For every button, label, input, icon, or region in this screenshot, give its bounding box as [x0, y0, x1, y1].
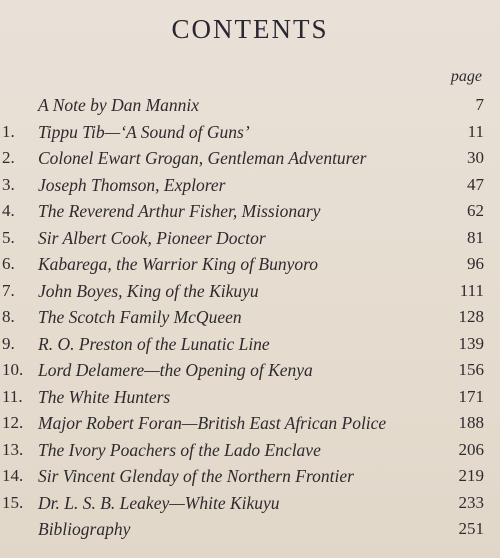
entry-number: 13. — [2, 439, 24, 459]
entry-title: Sir Vincent Glenday of the Northern Frontier — [38, 466, 354, 486]
entry-title: Major Robert Foran—British East African Police — [38, 413, 387, 433]
entry-title: Joseph Thomson, Explorer — [38, 174, 226, 195]
entry-number: 7. — [2, 280, 15, 300]
entry-number: 1. — [2, 121, 15, 141]
entry-number: 15. — [2, 492, 24, 512]
contents-entry — [0, 198, 500, 224]
entry-number: 9. — [2, 333, 15, 353]
entry-page: 7 — [475, 95, 484, 114]
contents-heading: CONTENTS — [171, 14, 329, 44]
entry-page: 111 — [459, 280, 484, 300]
entry-page: 30 — [467, 148, 484, 167]
contents-entry — [0, 225, 500, 251]
entry-title: R. O. Preston of the Lunatic Line — [38, 333, 270, 354]
contents-entry — [0, 331, 500, 357]
contents-entry — [0, 357, 500, 383]
entry-title: A Note by Dan Mannix — [38, 95, 200, 115]
entry-page: 156 — [458, 360, 484, 379]
contents-entry — [0, 490, 500, 516]
entry-number: 11. — [2, 386, 23, 406]
entry-title: Bibliography — [38, 519, 131, 539]
entry-title: The Scotch Family McQueen — [38, 307, 242, 327]
entry-title: Dr. L. S. B. Leakey—White Kikuyu — [38, 492, 280, 513]
entry-number: 4. — [2, 201, 15, 220]
contents-entry — [0, 384, 500, 410]
contents-entry — [0, 92, 500, 118]
entry-number: 5. — [2, 227, 15, 247]
contents-entry — [0, 119, 500, 145]
contents-entry — [0, 251, 500, 277]
contents-entry — [0, 516, 500, 542]
entry-page: 188 — [458, 413, 484, 432]
entry-title: Lord Delamere—the Opening of Kenya — [38, 360, 313, 380]
entry-page: 251 — [458, 519, 484, 538]
entry-title: John Boyes, King of the Kikuyu — [38, 280, 259, 301]
entry-number: 12. — [2, 413, 24, 432]
entry-page: 81 — [467, 227, 484, 247]
contents-entry — [0, 463, 500, 489]
page-column-label: page — [450, 68, 482, 85]
contents-entry — [0, 278, 500, 304]
entry-number: 6. — [2, 254, 15, 273]
entry-title: Tippu Tib—‘A Sound of Guns’ — [38, 121, 250, 142]
entry-page: 139 — [458, 333, 484, 353]
entry-page: 219 — [458, 466, 484, 485]
entry-page: 62 — [467, 201, 484, 220]
entry-page: 206 — [458, 439, 484, 459]
entry-number: 8. — [2, 307, 15, 326]
entry-title: Colonel Ewart Grogan, Gentleman Adventurer — [38, 148, 367, 168]
contents-entry — [0, 145, 500, 171]
entry-title: Sir Albert Cook, Pioneer Doctor — [38, 227, 266, 248]
entry-title: The Reverend Arthur Fisher, Missionary — [38, 201, 321, 221]
entry-page: 171 — [458, 386, 484, 406]
contents-entry — [0, 437, 500, 463]
entry-page: 47 — [467, 174, 484, 194]
entry-title: The Ivory Poachers of the Lado Enclave — [38, 439, 321, 460]
entry-page: 128 — [458, 307, 484, 326]
entry-number: 3. — [2, 174, 15, 194]
entry-number: 2. — [2, 148, 15, 167]
entry-number: 14. — [2, 466, 24, 485]
entry-page: 96 — [467, 254, 484, 273]
entry-page: 233 — [458, 492, 484, 512]
entry-page: 11 — [467, 121, 484, 141]
entry-title: The White Hunters — [38, 386, 171, 407]
entry-number: 10. — [2, 360, 24, 379]
entry-title: Kabarega, the Warrior King of Bunyoro — [38, 254, 319, 274]
contents-entry — [0, 172, 500, 198]
contents-entry — [0, 410, 500, 436]
contents-entry — [0, 304, 500, 330]
